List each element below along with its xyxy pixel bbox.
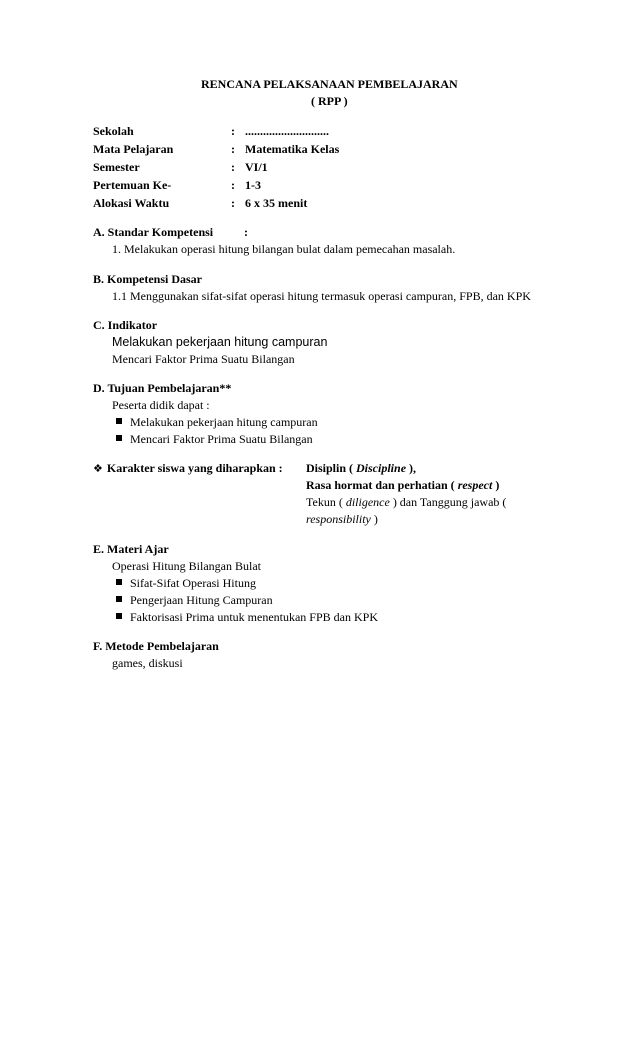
section-a-heading: A. Standar Kompetensi — [93, 225, 214, 239]
identity-colon: : — [231, 124, 235, 138]
identity-label-sekolah: Sekolah — [93, 124, 134, 138]
square-bullet-icon — [116, 418, 122, 424]
identity-value-sekolah: ............................ — [245, 124, 329, 138]
karakter-value-3: Tekun ( diligence ) dan Tanggung jawab ( — [306, 495, 507, 509]
section-f-heading: F. Metode Pembelajaran — [93, 639, 219, 653]
identity-colon: : — [231, 160, 235, 174]
list-item: Mencari Faktor Prima Suatu Bilangan — [116, 432, 313, 446]
karakter-value-2: Rasa hormat dan perhatian ( respect ) — [306, 478, 500, 492]
identity-colon: : — [231, 178, 235, 192]
list-item: Faktorisasi Prima untuk menentukan FPB dan KPK — [116, 610, 378, 624]
section-a-colon: : — [244, 225, 248, 239]
identity-value-semester: VI/1 — [245, 160, 268, 174]
list-item: Melakukan pekerjaan hitung campuran — [116, 415, 318, 429]
section-e-intro: Operasi Hitung Bilangan Bulat — [112, 559, 261, 573]
section-c-heading: C. Indikator — [93, 318, 158, 332]
section-b-item: 1.1 Menggunakan sifat-sifat operasi hitung termasuk operasi campuran, FPB, dan KPK — [112, 289, 531, 303]
square-bullet-icon — [116, 596, 122, 602]
section-c-line1: Melakukan pekerjaan hitung campuran — [112, 335, 328, 349]
karakter-value-4: responsibility ) — [306, 512, 378, 526]
identity-colon: : — [231, 142, 235, 156]
identity-label-semester: Semester — [93, 160, 140, 174]
document-subtitle: ( RPP ) — [311, 94, 348, 108]
section-f-text: games, diskusi — [112, 656, 183, 670]
diamond-bullet-icon: ❖ — [93, 462, 103, 475]
identity-label-alokasi: Alokasi Waktu — [93, 196, 170, 210]
karakter-value-1: Disiplin ( Discipline ), — [306, 461, 417, 475]
list-item: Pengerjaan Hitung Campuran — [116, 593, 273, 607]
section-e-heading: E. Materi Ajar — [93, 542, 169, 556]
square-bullet-icon — [116, 435, 122, 441]
document-title: RENCANA PELAKSANAAN PEMBELAJARAN — [201, 77, 458, 91]
section-d-heading: D. Tujuan Pembelajaran** — [93, 381, 232, 395]
identity-colon: : — [231, 196, 235, 210]
section-c-line2: Mencari Faktor Prima Suatu Bilangan — [112, 352, 295, 366]
square-bullet-icon — [116, 579, 122, 585]
karakter-label: ❖ Karakter siswa yang diharapkan : — [93, 461, 283, 475]
list-item: Sifat-Sifat Operasi Hitung — [116, 576, 256, 590]
identity-label-pertemuan: Pertemuan Ke- — [93, 178, 172, 192]
section-d-intro: Peserta didik dapat : — [112, 398, 210, 412]
identity-value-alokasi: 6 x 35 menit — [245, 196, 308, 210]
square-bullet-icon — [116, 613, 122, 619]
identity-label-mapel: Mata Pelajaran — [93, 142, 174, 156]
section-b-heading: B. Kompetensi Dasar — [93, 272, 202, 286]
section-a-item: 1. Melakukan operasi hitung bilangan bulat dalam pemecahan masalah. — [112, 242, 456, 256]
identity-value-mapel: Matematika Kelas — [245, 142, 340, 156]
identity-value-pertemuan: 1-3 — [245, 178, 261, 192]
